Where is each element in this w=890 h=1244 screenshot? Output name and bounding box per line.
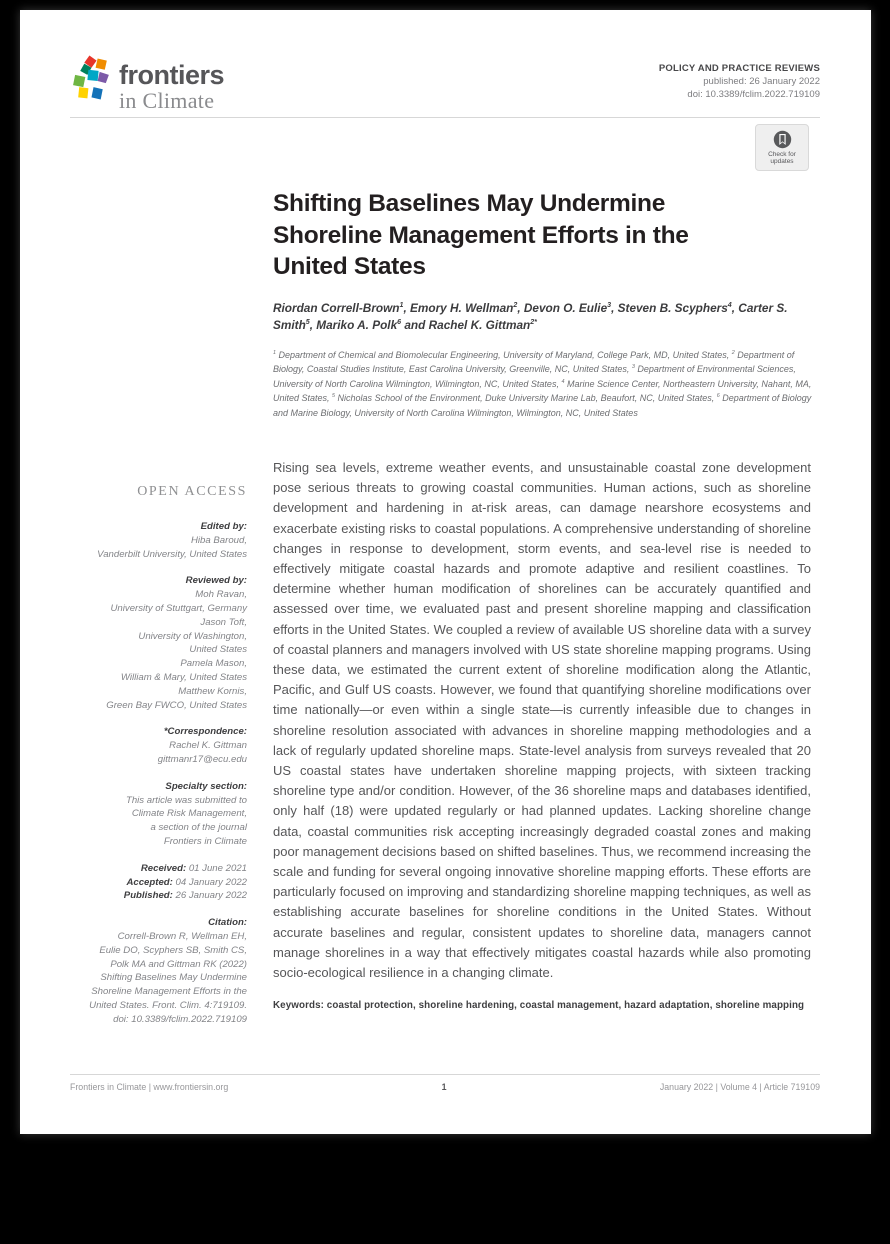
- header-divider: [70, 117, 820, 118]
- abstract-column: [273, 458, 811, 1011]
- sidebar-line: Shoreline Management Efforts in the: [91, 986, 247, 998]
- article-type: POLICY AND PRACTICE REVIEWS: [658, 63, 820, 74]
- sidebar-block: [70, 520, 247, 561]
- author-name: Rachel K. Gittman: [428, 317, 531, 332]
- author-affil-ref: 4: [727, 300, 732, 309]
- sidebar-line: Pamela Mason,: [180, 658, 247, 670]
- date-label: Received:: [140, 862, 187, 874]
- sidebar-line: Shifting Baselines May Undermine: [100, 972, 247, 984]
- sidebar-line: Correll-Brown R, Wellman EH,: [117, 930, 247, 942]
- sidebar-line: Eulie DO, Scyphers SB, Smith CS,: [99, 944, 247, 956]
- sidebar-block: [70, 780, 247, 849]
- sidebar-line: University of Stuttgart, Germany: [110, 602, 247, 614]
- logo-brand-text: frontiers: [119, 60, 225, 90]
- keywords-line: Keywords: coastal protection, shoreline hardening, coastal management, hazard adaptation, shoreline mapping: [273, 1000, 805, 1012]
- sidebar-line: United States. Front. Clim. 4:719109.: [89, 999, 247, 1011]
- bookmark-icon: [773, 130, 792, 149]
- sidebar-line: United States: [189, 644, 247, 656]
- affiliation-number: 3: [631, 364, 635, 370]
- affiliation-number: 2: [731, 349, 735, 356]
- sidebar-block-label: Edited by:: [200, 521, 247, 532]
- sidebar-block: [70, 725, 247, 766]
- sidebar: [70, 484, 247, 1040]
- author-name: Mariko A. Polk: [316, 317, 398, 332]
- affiliation-number: 1: [273, 349, 276, 356]
- date-row: Accepted: 04 January 2022: [126, 876, 247, 888]
- logo-journal-text: in Climate: [119, 88, 215, 113]
- frontiers-logo: [70, 54, 224, 112]
- sidebar-block-label: Citation:: [208, 917, 247, 929]
- sidebar-line: Jason Toft,: [200, 616, 247, 628]
- sidebar-line: University of Washington,: [138, 630, 247, 642]
- correspondence-email[interactable]: gittmanr17@ecu.edu: [157, 753, 247, 765]
- article-title: Shifting Baselines May Undermine Shoreline Management Efforts in the United States: [273, 190, 689, 280]
- sidebar-line: Rachel K. Gittman: [169, 740, 247, 752]
- sidebar-line: Green Bay FWCO, United States: [106, 699, 247, 711]
- frontiers-logo-icon: [70, 54, 115, 104]
- publication-meta: [659, 54, 820, 101]
- sidebar-line: doi: 10.3389/fclim.2022.719109: [113, 1013, 247, 1025]
- footer-issue: January 2022 | Volume 4 | Article 719109: [659, 1082, 820, 1092]
- sidebar-line: Moh Ravan,: [195, 589, 247, 601]
- page-number: 1: [441, 1082, 447, 1092]
- date-row: Published: 26 January 2022: [123, 890, 247, 902]
- footer-journal: Frontiers in Climate | www.frontiersin.org: [70, 1082, 229, 1092]
- date-row: Received: 01 June 2021: [140, 862, 247, 874]
- footer-divider: [70, 1074, 820, 1075]
- check-updates-label: Check for updates: [768, 151, 796, 165]
- affiliation-number: 5: [332, 393, 336, 399]
- author-affil-ref: 1: [399, 300, 404, 309]
- sidebar-line: William & Mary, United States: [120, 671, 247, 683]
- article-page: [20, 10, 871, 1134]
- abstract-text: Rising sea levels, extreme weather events, and unsustainable coastal zone development pose serious threats to growing coastal communities. Human actions, such as shoreline development and hardening in at-risk areas, can damage nearshore ecosystems and exacerbate existing risks to coastal populations. A comprehensive understanding of shoreline changes in response to development, storm events, and sea-level rise is needed to effectively mitigate coastal hazards and promote adaptive and resilient coastlines. To determine whether human modification of shorelines can be accurately quantified and assessed over time, we evaluated past and present shoreline mapping and classification efforts in the United States. We coupled a review of available US shoreline data with a survey of coastal planners and managers involved with US state shoreline mapping programs. Using these data, we estimated the current extent of shoreline modification along the Atlantic, Pacific, and Gulf US coasts. However, we found that quantifying shoreline modifications over time nationally—or even within a single state—is currently infeasible due to changes in shoreline resolution associated with advances in shoreline mapping methodologies and a lack of regularly updated shoreline maps. State-level analysis from surveys revealed that 20 US coastal states have undertaken shoreline mapping projects, with sixteen tracking shoreline type and/or condition. However, of the 36 shoreline maps and databases identified, only half (18) were updated regularly or had planned updates. Lacking shoreline change data, coastal communities risk accepting increasingly degraded coastal zones and making poor management decisions based on shifted baselines. Thus, we recommend increasing the scale and funding for several ongoing innovative shoreline mapping efforts. These efforts are particularly focused on improving and standardizing shoreline mapping techniques, as well as establishing accurate baselines for shoreline conditions in the United States. Without accurate baselines and regular, consistent updates to shoreline data, managers cannot manage shorelines in a way that effectively mitigates coastal hazards while also promoting socio-ecological resilience in a changing climate.: [273, 460, 811, 981]
- author-name: Carter S. Smith: [273, 300, 788, 332]
- sidebar-line: Polk MA and Gittman RK (2022): [110, 958, 247, 970]
- author-name: Riordan Correll-Brown: [273, 300, 400, 315]
- author-affil-ref: 2: [513, 300, 518, 309]
- author-affil-ref: 6: [397, 317, 402, 326]
- footer: [70, 1082, 820, 1092]
- sidebar-line: Hiba Baroud,: [191, 534, 247, 546]
- open-access-label: OPEN ACCESS: [137, 484, 247, 499]
- author-affil-ref: 5: [305, 317, 310, 326]
- sidebar-block-label: Specialty section:: [165, 780, 247, 792]
- sidebar-block-label: Reviewed by:: [185, 575, 247, 587]
- date-label: Published:: [123, 890, 173, 902]
- affiliations: $^1$ Department of Chemical and Biomolecular Engineering, University of Maryland, College Park, MD, United States, $^2$ Department of Biology, Coastal Studies Institute, East Carolina University, Greenville, NC, United States, $^3$ Department of Environmental Sciences, University of North Carolina Wilmington, Wilmington, NC, United States, $^4$ Marine Science Center, Northeastern University, Nahant, MA, United States, $^5$ Nicholas School of the Environment, Duke University Marine Lab, Beaufort, NC, United States, $^6$ Department of Biology and Marine Biology, University of North Carolina Wilmington, Wilmington, NC, United States: [273, 349, 812, 418]
- sidebar-block: [70, 916, 247, 1026]
- date-label: Accepted:: [126, 876, 173, 888]
- affiliation-number: 4: [561, 378, 565, 385]
- header: [70, 54, 820, 112]
- article-header: [273, 188, 813, 429]
- author-name: Steven B. Scyphers: [617, 300, 728, 315]
- sidebar-block-label: *Correspondence:: [163, 726, 247, 738]
- author-name: Emory H. Wellman: [410, 300, 514, 315]
- sidebar-line: Matthew Kornis,: [178, 685, 247, 697]
- check-for-updates-badge[interactable]: [755, 124, 809, 171]
- sidebar-line: Frontiers in Climate: [163, 835, 247, 847]
- author-name: Devon O. Eulie: [523, 300, 608, 315]
- dates-block: [70, 862, 247, 903]
- author-affil-ref: 2*: [530, 317, 537, 326]
- doi: doi: 10.3389/fclim.2022.719109: [687, 89, 820, 100]
- published-date: published: 26 January 2022: [703, 76, 820, 87]
- sidebar-line: This article was submitted to: [125, 794, 247, 806]
- sidebar-block: [70, 574, 247, 712]
- sidebar-line: Climate Risk Management,: [131, 808, 247, 820]
- affiliation-number: 6: [716, 393, 720, 399]
- author-affil-ref: 3: [607, 300, 612, 309]
- author-list: Riordan Correll-Brown$^1$, Emory H. Wellman$^2$, Devon O. Eulie$^3$, Steven B. Scyphers$^4$, Carter S. Smith$^5$, Mariko A. Polk$^6$ and Rachel K. Gittman$^{2*}$: [273, 300, 788, 332]
- sidebar-line: Vanderbilt University, United States: [97, 548, 247, 560]
- sidebar-line: a section of the journal: [150, 822, 247, 834]
